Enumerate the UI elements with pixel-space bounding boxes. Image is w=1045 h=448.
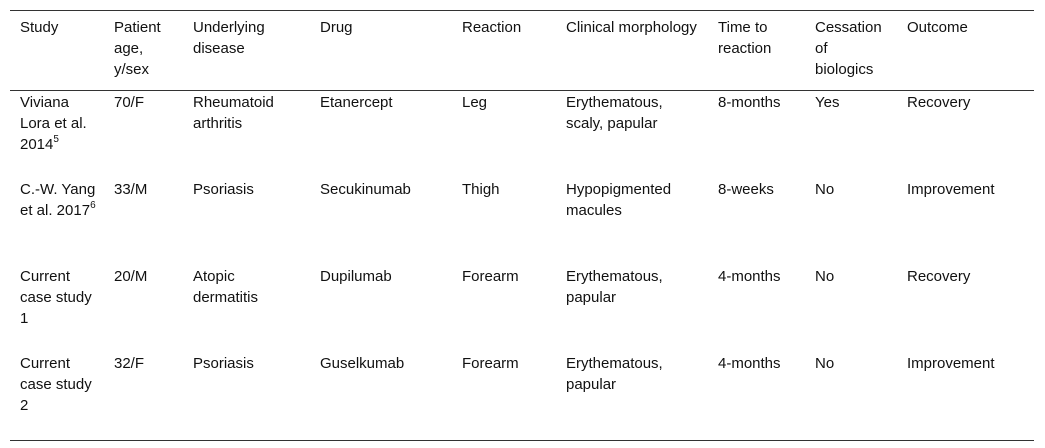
cell-outcome: Improvement: [897, 352, 1034, 441]
cell-cessation: No: [805, 352, 897, 441]
table-row: [10, 265, 1034, 352]
header-study: Study: [10, 11, 104, 91]
cell-disease: Atopic dermatitis: [193, 268, 259, 306]
study-text: C.-W. Yang et al. 2017: [20, 181, 96, 219]
cell-time: 4-months: [708, 352, 805, 441]
cell-time: 8-months: [718, 94, 781, 111]
table-row: [10, 352, 1034, 441]
header-reaction: Reaction: [452, 11, 556, 91]
cell-morphology: Erythematous, scaly, papular: [566, 94, 663, 132]
case-comparison-table-container: [10, 10, 1034, 441]
case-comparison-table: [10, 10, 1034, 441]
cell-outcome: Improvement: [907, 181, 995, 198]
cell-disease: Psoriasis: [183, 352, 310, 441]
cell-morphology: Hypopigmented macules: [566, 181, 672, 219]
table-header-row: [10, 11, 1034, 91]
study-text: Current case study 2: [20, 355, 92, 414]
cell-reaction: Forearm: [452, 352, 556, 441]
cell-age-sex: 33/M: [114, 181, 148, 198]
cell-study: [10, 352, 104, 441]
header-time-to-reaction: Time to reaction: [708, 11, 805, 91]
table-row: [10, 178, 1034, 265]
header-cessation-of-biologics: Cessation of biologics: [805, 11, 897, 91]
cell-study: [10, 178, 104, 265]
cell-study: [10, 265, 104, 352]
cell-drug: Dupilumab: [320, 268, 392, 285]
cell-age-sex: 20/M: [114, 268, 148, 285]
study-text: Current case study 1: [20, 268, 92, 327]
cell-study: [10, 91, 104, 179]
cell-drug: Secukinumab: [320, 181, 411, 198]
cell-age-sex: 32/F: [104, 352, 183, 441]
table-row: [10, 91, 1034, 179]
study-reference: 6: [90, 200, 96, 211]
study-reference: 5: [53, 134, 59, 145]
cell-drug: Guselkumab: [310, 352, 452, 441]
cell-drug: Etanercept: [320, 94, 393, 111]
cell-reaction: Leg: [462, 94, 488, 111]
cell-morphology: Erythematous, papular: [566, 268, 663, 306]
cell-cessation: No: [815, 268, 835, 285]
header-underlying-disease: Underlying disease: [183, 11, 310, 91]
header-outcome: Outcome: [897, 11, 1034, 91]
header-drug: Drug: [310, 11, 452, 91]
cell-disease: Psoriasis: [193, 181, 254, 198]
cell-time: 4-months: [718, 268, 781, 285]
cell-morphology: Erythematous, papular: [556, 352, 708, 441]
cell-reaction: Thigh: [462, 181, 500, 198]
cell-disease: Rheumatoid arthritis: [193, 94, 274, 132]
cell-outcome: Recovery: [907, 94, 971, 111]
header-clinical-morphology: Clinical morphology: [556, 11, 708, 91]
cell-outcome: Recovery: [907, 268, 971, 285]
cell-cessation: Yes: [815, 94, 840, 111]
cell-age-sex: 70/F: [114, 94, 145, 111]
header-patient-age-sex: Patient age, y/sex: [104, 11, 183, 91]
cell-cessation: No: [815, 181, 835, 198]
study-text: Viviana Lora et al. 2014: [20, 94, 87, 153]
cell-time: 8-weeks: [718, 181, 774, 198]
cell-reaction: Forearm: [462, 268, 519, 285]
